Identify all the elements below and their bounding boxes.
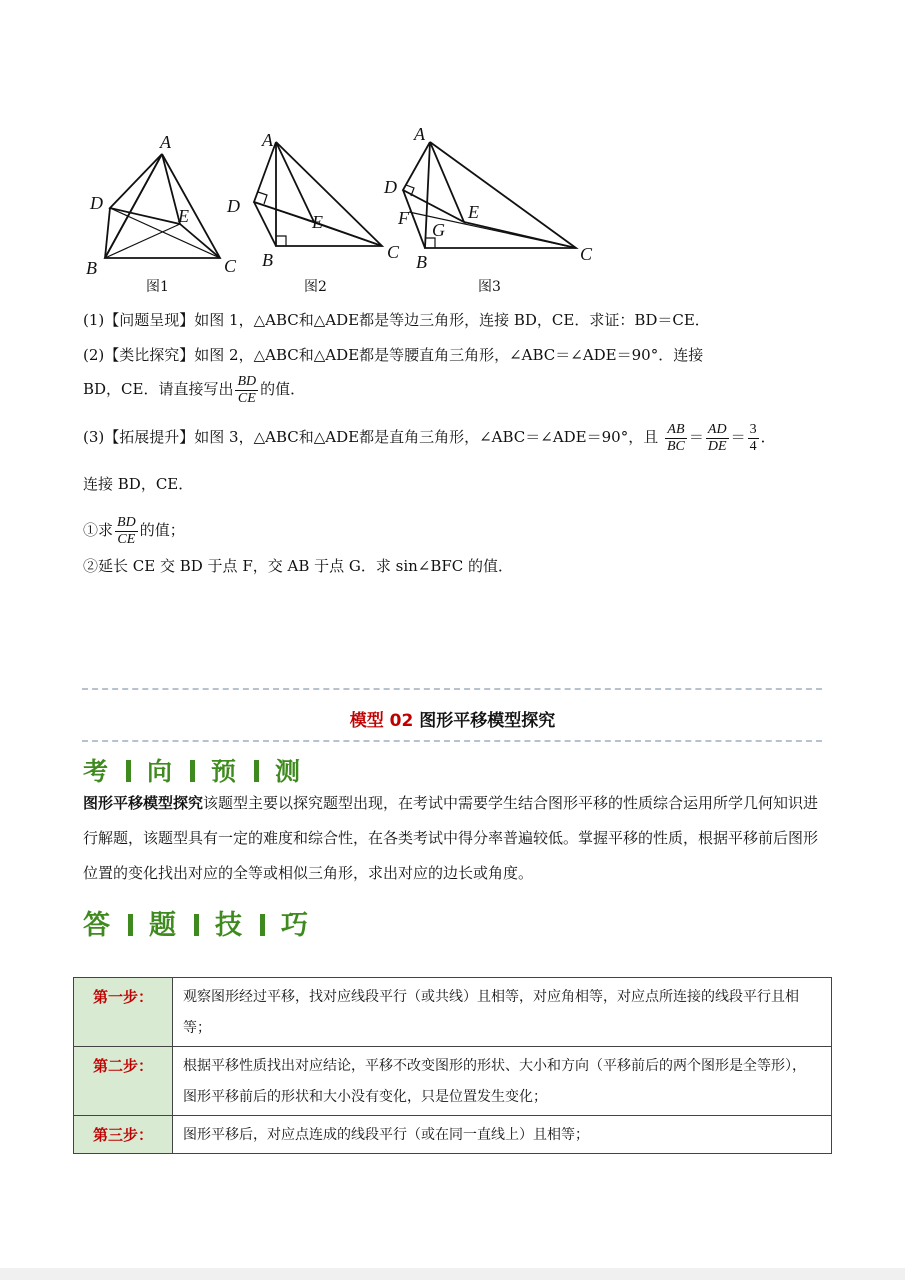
fig2-triangle-abc [276, 142, 382, 246]
fig3-triangle-ade [403, 142, 464, 222]
geometry-figures [70, 118, 630, 304]
model-title [0, 706, 905, 731]
fig3-label-d: D [384, 177, 397, 197]
divider-top [82, 688, 822, 690]
question-1 [83, 310, 710, 330]
separator-bar [260, 914, 265, 936]
da-char-1: 答 [83, 910, 112, 941]
fig3-label-e: E [468, 202, 479, 222]
q3-frac-ab-bc [665, 422, 687, 455]
q2-number: (2) [83, 346, 105, 364]
table-row [74, 1047, 832, 1116]
q3-sub1-den: CE [117, 531, 136, 547]
da-char-4: 巧 [281, 910, 310, 941]
kao-char-3: 预 [211, 757, 239, 786]
question-3-sub1 [83, 510, 185, 550]
question-2-line1 [83, 345, 703, 365]
fig2-triangle-ade [254, 142, 314, 222]
q2-tag: 【类比探究】 [104, 346, 195, 364]
q3-f3-den: 4 [749, 438, 757, 454]
separator-bar [128, 914, 133, 936]
fig2-label-e: E [312, 212, 323, 232]
fig1-label-b: B [86, 258, 97, 278]
fig3-label-f: F [398, 208, 409, 228]
separator-bar [254, 760, 259, 782]
step-2-text: 根据平移性质找出对应结论，平移不改变图形的形状、大小和方向（平移前后的两个图形是全等形），图形平移前后的形状和大小没有变化，只是位置发生变化； [173, 1047, 832, 1116]
divider-bottom [82, 740, 822, 742]
steps-table [73, 977, 832, 1154]
fig3-label-a: A [414, 124, 425, 144]
q2-fraction [235, 374, 258, 407]
fig2-label-a: A [262, 130, 273, 150]
fig1-label: 图1 [146, 279, 169, 295]
q3-f1-num: AB [665, 422, 687, 439]
q3-number: (3) [83, 428, 105, 446]
q3-f3-num: 3 [749, 421, 757, 437]
da-char-3: 技 [215, 910, 244, 941]
q2-frac-den: CE [237, 390, 256, 406]
step-3-text: 图形平移后，对应点连成的线段平行（或在同一直线上）且相等； [173, 1116, 832, 1154]
q1-tag: 【问题呈现】 [104, 311, 195, 329]
fig1-label-a: A [160, 132, 171, 152]
q3-sub1b: 的值； [139, 521, 185, 539]
q3-frac-3-4 [748, 422, 759, 455]
fig1-label-c: C [224, 256, 237, 276]
q2-frac-num: BD [237, 373, 257, 389]
q3-sub1-num: BD [117, 514, 136, 530]
separator-bar [126, 760, 131, 782]
separator-bar [190, 760, 195, 782]
model-title-text: 图形平移模型探究 [419, 711, 556, 731]
fig2-label: 图2 [304, 279, 327, 295]
kao-char-2: 向 [147, 757, 175, 786]
step-3-label: 第三步： [74, 1116, 173, 1154]
page-bottom-strip [0, 1268, 905, 1280]
fig2-label-d: D [227, 196, 240, 216]
q2-line2a: BD，CE．请直接写出 [83, 380, 234, 398]
table-row [74, 1116, 832, 1154]
fig3-label: 图3 [478, 279, 501, 295]
q3-f1-den: BC [667, 438, 685, 454]
q3-sub1a: ①求 [83, 521, 114, 539]
intro-paragraph [83, 786, 828, 891]
intro-bold: 图形平移模型探究 [83, 794, 204, 812]
q3-sub1-fraction [115, 515, 138, 548]
q3-tag: 【拓展提升】 [104, 428, 195, 446]
question-3-sub2: ②延长 CE 交 BD 于点 F，交 AB 于点 G．求 sin∠BFC 的值． [83, 557, 514, 575]
question-3-line1: (3)【拓展提升】如图 3，△ABC和△ADE都是直角三角形，∠ABC＝∠ADE＝90°，且 $\frac{AB}{BC}$ ＝ $\frac{AD}{DE}$ ＝ $\frac{3}{4}$ ． [83, 421, 776, 454]
fig3-label-b: B [416, 252, 427, 272]
step-1-label: 第一步： [74, 978, 173, 1047]
fig2-label-b: B [262, 250, 273, 270]
kao-char-1: 考 [83, 757, 111, 786]
fig1-label-e: E [178, 206, 189, 226]
fig1-triangle-ade [110, 154, 180, 224]
q3-line1: 如图 3，△ABC和△ADE都是直角三角形，∠ABC＝∠ADE＝90°，且 [194, 428, 659, 446]
step-1-text: 观察图形经过平移，找对应线段平行（或共线）且相等，对应角相等，对应点所连接的线段平行且相等； [173, 978, 832, 1047]
q3-f2-num: AD [707, 421, 727, 437]
da-ti-ji-qiao-heading [83, 903, 310, 942]
fig3-label-c: C [580, 244, 593, 264]
da-char-2: 题 [149, 910, 178, 941]
intro-text: 该题型主要以探究题型出现，在考试中需要学生结合图形平移的性质综合运用所学几何知识进行解题，该题型具有一定的难度和综合性，在各类考试中得分率普遍较低。掌握平移的性质，根据平移前后图形位置的变化找出对应的全等或相似三角形，求出对应的边长或角度。 [83, 794, 819, 882]
fig1-label-d: D [90, 193, 103, 213]
kao-xiang-yu-ce-heading [83, 752, 302, 788]
table-row [74, 978, 832, 1047]
fig2-label-c: C [387, 242, 400, 262]
question-2-line2 [83, 370, 305, 408]
q3-frac-ad-de [706, 422, 729, 455]
q2-line2b: 的值． [260, 380, 306, 398]
model-prefix: 模型 02 [349, 711, 414, 731]
kao-char-4: 测 [275, 757, 303, 786]
question-3-line2: 连接 BD，CE． [83, 475, 194, 493]
q3-f2-den: DE [707, 438, 727, 454]
fig3-label-g: G [432, 220, 445, 240]
q2-line1: 如图 2，△ABC和△ADE都是等腰直角三角形，∠ABC＝∠ADE＝90°．连接 [194, 346, 704, 364]
q1-text: 如图 1，△ABC和△ADE都是等边三角形，连接 BD，CE．求证：BD＝CE． [194, 311, 710, 329]
separator-bar [194, 914, 199, 936]
q1-number: (1) [83, 311, 105, 329]
step-2-label: 第二步： [74, 1047, 173, 1116]
